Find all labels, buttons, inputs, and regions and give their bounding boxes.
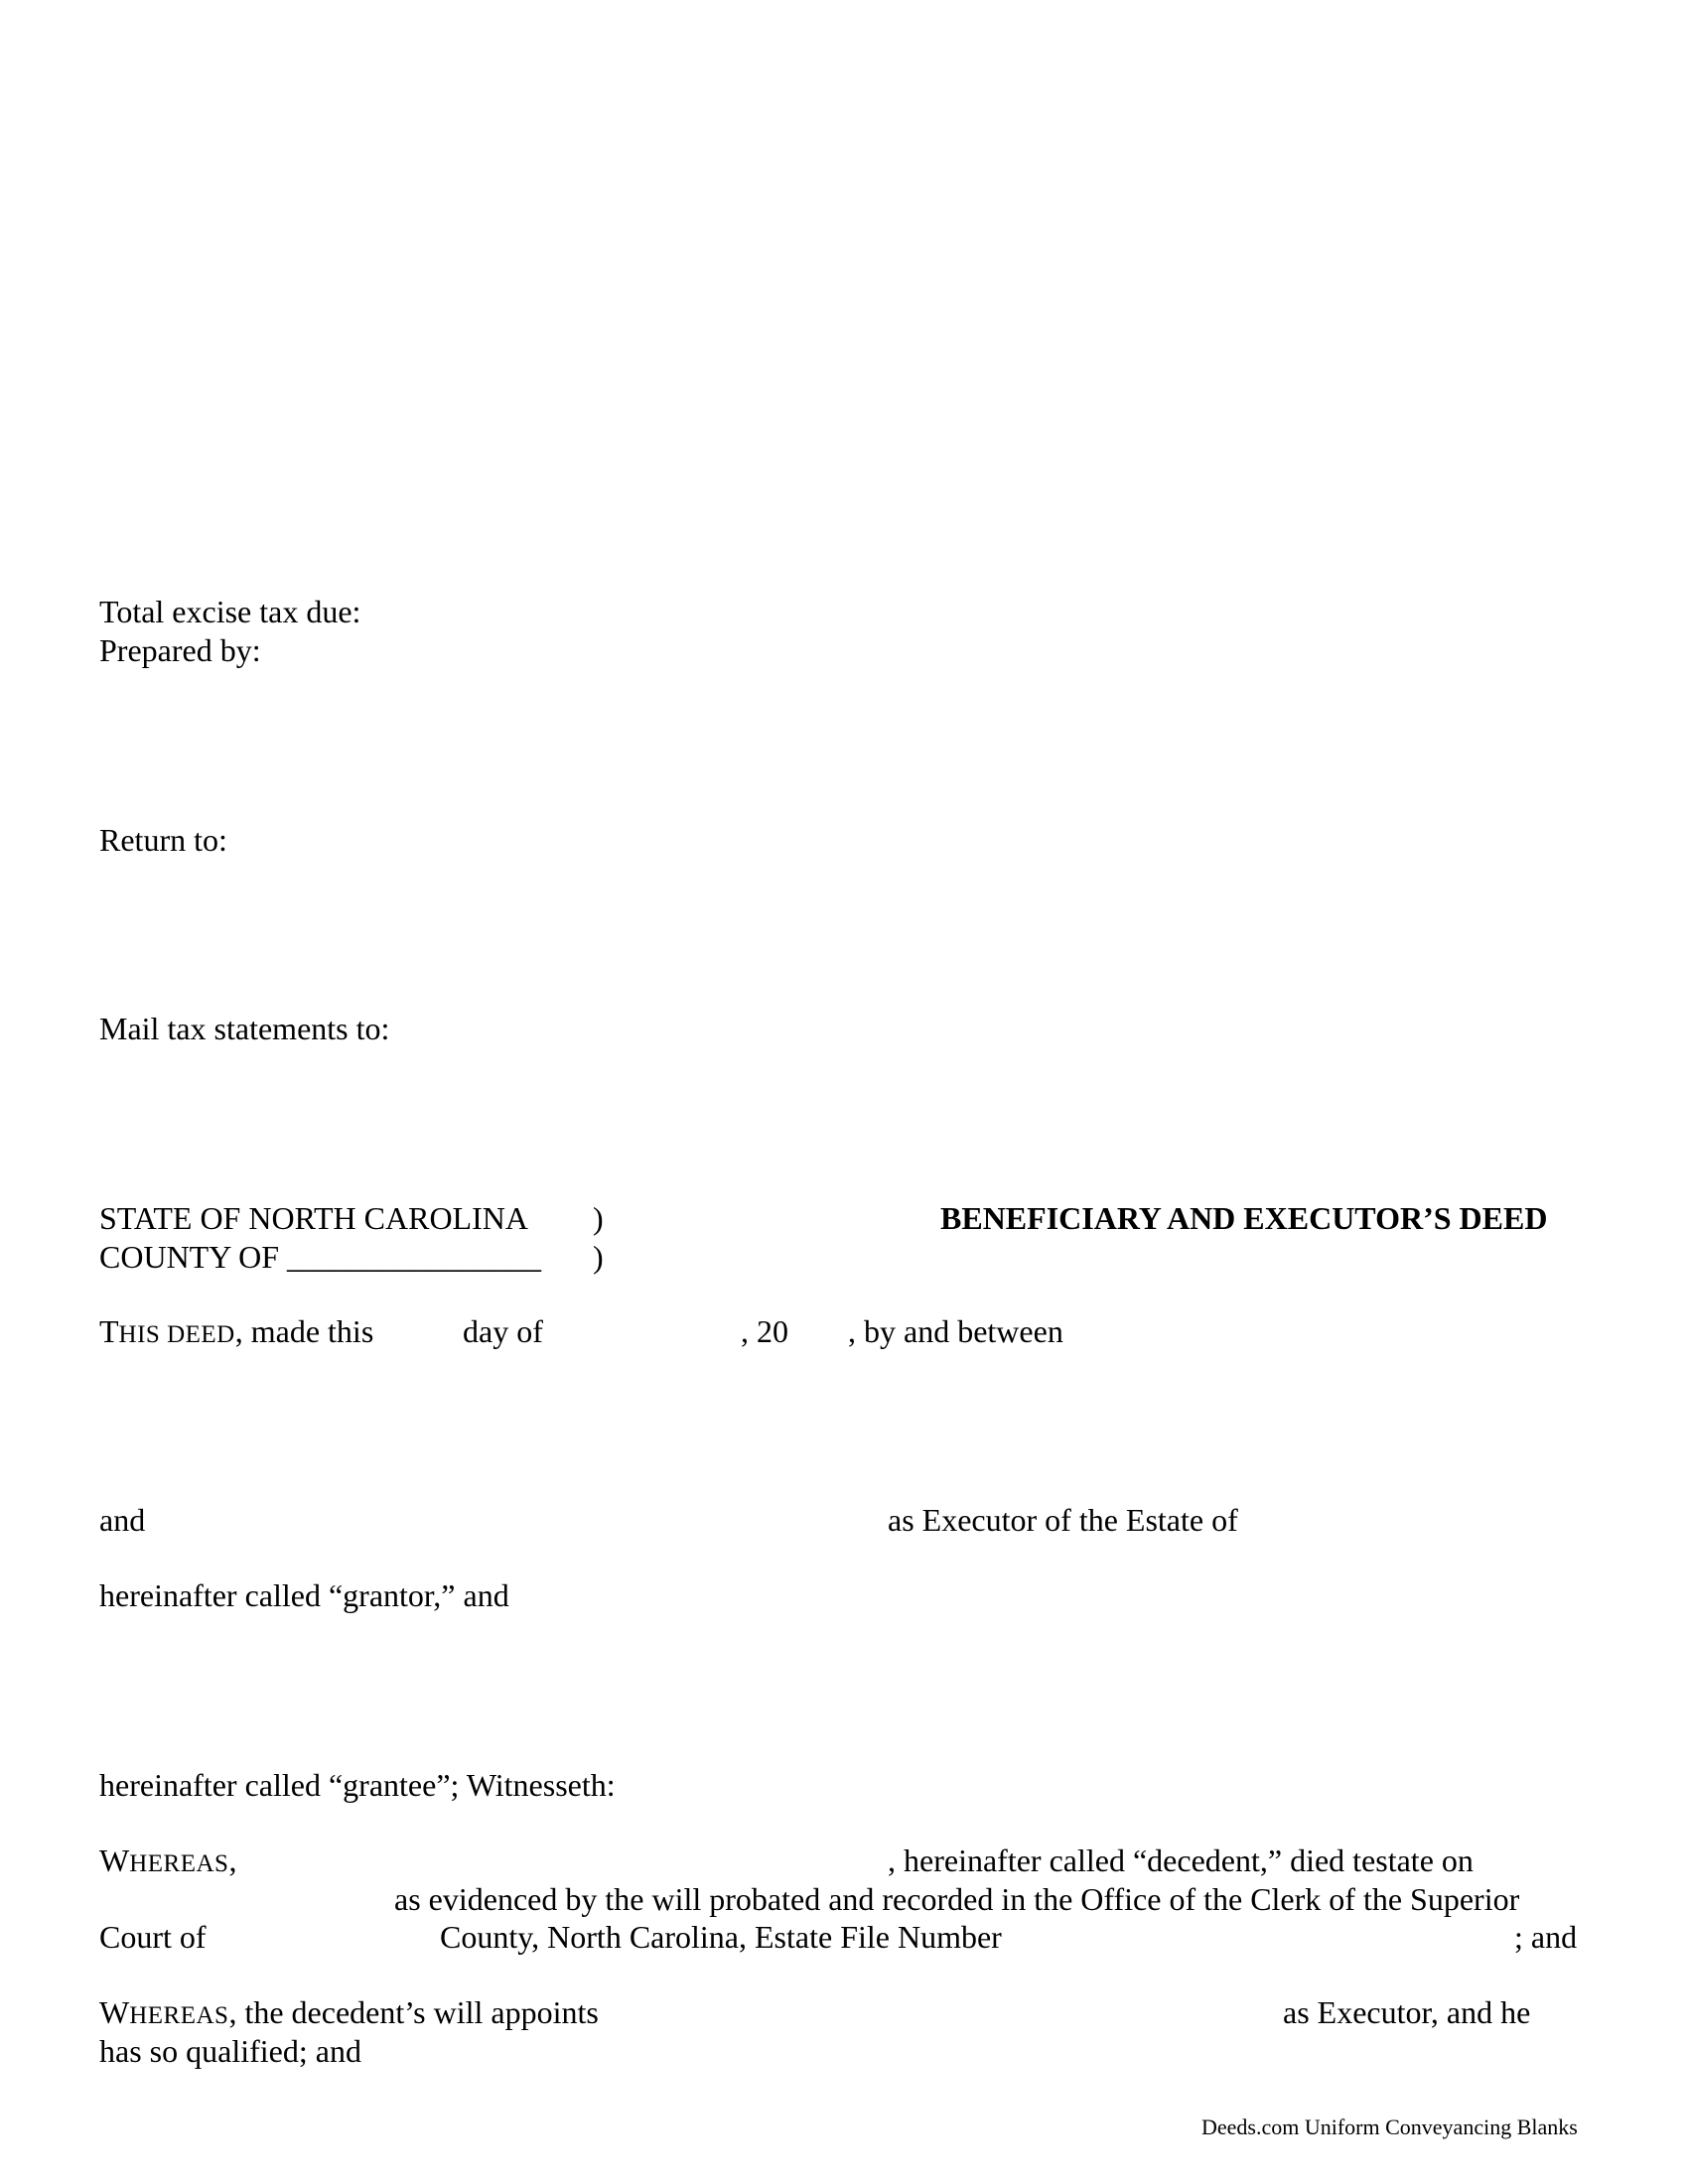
county-estate-file-text: County, North Carolina, Estate File Number (440, 1919, 1002, 1955)
whereas-2-line (99, 1993, 599, 2035)
by-and-between-text: , by and between (848, 1313, 1063, 1349)
will-probated-text: as evidenced by the will probated and recorded in the Office of the Clerk of the Superior (394, 1881, 1520, 1917)
qualified-text: has so qualified; and (99, 2033, 361, 2069)
return-to-label: Return to: (99, 822, 227, 858)
whereas-2-smallcaps: HEREAS (129, 2002, 229, 2029)
this-deed-initial: T (99, 1313, 119, 1349)
county-paren: ) (593, 1239, 604, 1275)
this-deed-smallcaps: HIS DEED (118, 1321, 235, 1348)
footer-text: Deeds.com Uniform Conveyancing Blanks (1201, 2115, 1578, 2139)
state-caption: STATE OF NORTH CAROLINA (99, 1200, 528, 1236)
whereas-1-comma: , (228, 1843, 237, 1878)
county-caption: COUNTY OF ________________ (99, 1239, 542, 1275)
whereas-2-initial: W (99, 1994, 130, 2030)
whereas-1-label (99, 1842, 236, 1883)
year-prefix-text: , 20 (741, 1313, 788, 1349)
grantor-text: hereinafter called “grantor,” and (99, 1577, 509, 1613)
grantee-text: hereinafter called “grantee”; Witnesseth: (99, 1767, 616, 1803)
as-executor-of-estate-text: as Executor of the Estate of (888, 1502, 1238, 1538)
total-excise-tax-label: Total excise tax due: (99, 594, 361, 629)
and-end-text: ; and (1514, 1919, 1578, 1955)
mail-tax-statements-label: Mail tax statements to: (99, 1011, 390, 1046)
decedent-text: , hereinafter called “decedent,” died testate on (888, 1843, 1474, 1878)
will-appoints-text: , the decedent’s will appoints (228, 1994, 599, 2030)
state-paren: ) (593, 1200, 604, 1236)
whereas-1-initial: W (99, 1843, 130, 1878)
made-this-text: , made this (234, 1313, 374, 1349)
whereas-1-smallcaps: HEREAS (129, 1850, 229, 1877)
as-executor-he-text: as Executor, and he (1283, 1994, 1531, 2030)
and-text: and (99, 1502, 146, 1538)
prepared-by-label: Prepared by: (99, 632, 261, 668)
deed-title: BENEFICIARY AND EXECUTOR’S DEED (940, 1200, 1548, 1236)
court-of-text: Court of (99, 1919, 207, 1955)
day-of-text: day of (463, 1313, 543, 1349)
this-deed-line (99, 1312, 373, 1354)
